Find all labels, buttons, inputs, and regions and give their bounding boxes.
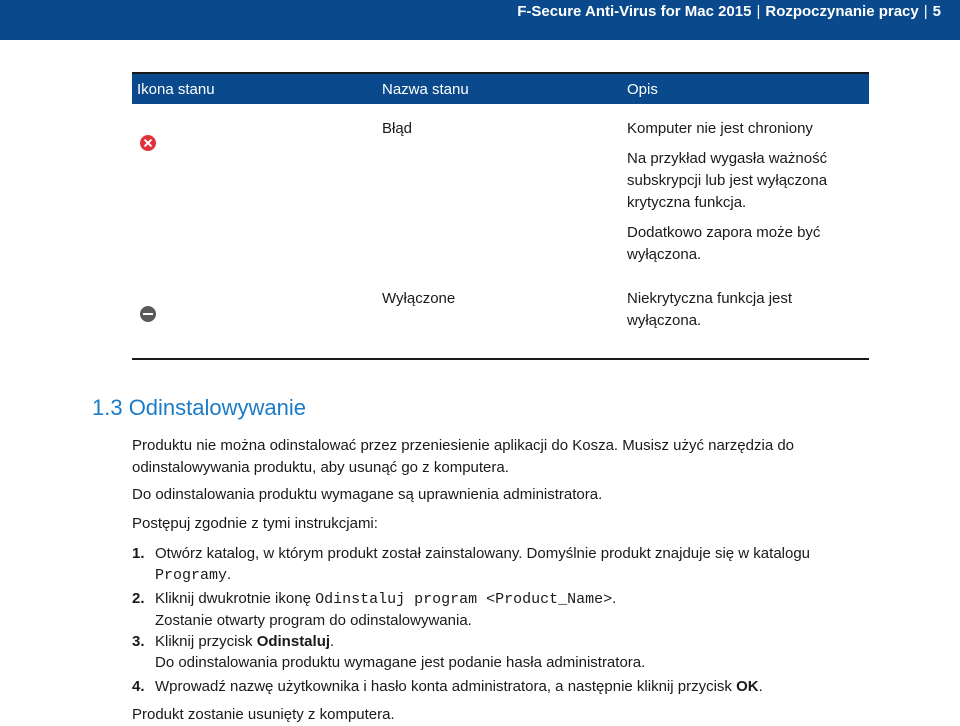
paragraph-text: Postępuj zgodnie z tymi instrukcjami:: [132, 515, 378, 532]
step-text: Otwórz katalog, w którym produkt został zainstalowany. Domyślnie produkt znajduje się w katalogu: [155, 545, 811, 562]
step-end: .: [612, 590, 617, 607]
error-icon: [140, 135, 156, 151]
instructions-lead: [132, 513, 872, 535]
header-section: Rozpoczynanie pracy: [765, 3, 919, 20]
ok-button-label: OK: [736, 678, 759, 695]
admin-note-paragraph: [132, 484, 872, 506]
step-number: 3.: [132, 633, 145, 650]
table-bottom-rule: [132, 358, 869, 360]
column-header-description: Opis: [627, 81, 658, 98]
uninstall-button-label: Odinstaluj: [256, 633, 331, 650]
step-4: [132, 676, 872, 697]
step-end: .: [227, 566, 232, 583]
step-content: [155, 588, 872, 631]
step-text: Kliknij dwukrotnie ikonę: [155, 590, 311, 607]
paragraph-text: Do odinstalowania produktu wymagane są uprawnienia administratora.: [132, 486, 603, 503]
desc-line: Niekrytyczna funkcja jest wyłączona.: [627, 290, 793, 329]
step-text: Wprowadź nazwę użytkownika i hasło konta administratora, a następnie kliknij przycisk: [155, 678, 732, 695]
desc-line: Dodatkowo zapora może być wyłączona.: [627, 224, 821, 263]
step-text: Kliknij przycisk: [155, 633, 253, 650]
header-product: F-Secure Anti-Virus for Mac 2015: [517, 3, 752, 20]
step-result: Do odinstalowania produktu wymagane jest podanie hasła administratora.: [155, 654, 646, 671]
paragraph-text: Produkt zostanie usunięty z komputera.: [132, 706, 395, 723]
step-number: 1.: [132, 545, 145, 562]
step-content: [155, 676, 872, 697]
page-number: 5: [932, 3, 941, 20]
intro-paragraph: [132, 435, 872, 479]
status-desc-error: [627, 118, 867, 274]
step-2: [132, 588, 872, 631]
final-paragraph: [132, 704, 872, 726]
step-3: [132, 631, 872, 673]
desc-line: Na przykład wygasła ważność subskrypcji lub jest wyłączona krytyczna funkcja.: [627, 150, 828, 211]
table-header-row: [132, 74, 869, 104]
disabled-icon: [140, 306, 156, 322]
step-1: [132, 543, 872, 586]
column-header-icon: Ikona stanu: [137, 81, 215, 98]
step-number: 2.: [132, 590, 145, 607]
header-separator: |: [923, 3, 928, 20]
step-result: Zostanie otwarty program do odinstalowywania.: [155, 612, 472, 629]
step-content: [155, 631, 872, 673]
column-header-name: Nazwa stanu: [382, 81, 469, 98]
paragraph-text: Produktu nie można odinstalować przez przeniesienie aplikacji do Kosza. Musisz użyć narzędzia do odinstalowywania produktu, aby usunąć go z komputera.: [132, 437, 795, 476]
page-header: [0, 0, 960, 40]
step-number: 4.: [132, 678, 145, 695]
desc-line: Komputer nie jest chroniony: [627, 120, 813, 137]
status-desc-disabled: [627, 288, 847, 340]
status-name-error: Błąd: [382, 120, 413, 137]
status-name-disabled: Wyłączone: [382, 290, 456, 307]
step-end: .: [330, 633, 335, 650]
uninstaller-name: Odinstaluj program <Product_Name>: [315, 591, 613, 608]
header-text: [517, 2, 941, 22]
step-end: .: [758, 678, 763, 695]
section-heading: 1.3 Odinstalowywanie: [92, 395, 307, 420]
folder-name: Programy: [155, 567, 228, 584]
step-content: [155, 543, 872, 586]
header-separator: |: [756, 3, 761, 20]
